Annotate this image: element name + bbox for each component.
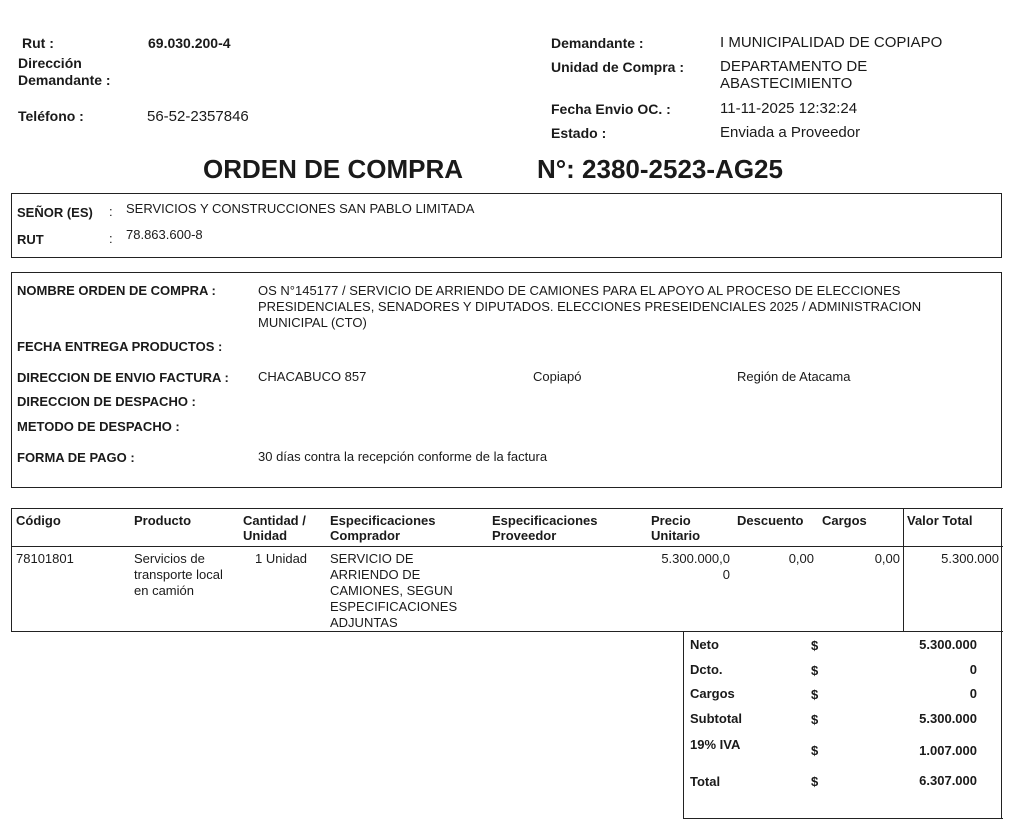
row-producto-1: Servicios de xyxy=(134,551,205,566)
row-esp-1: SERVICIO DE xyxy=(330,551,414,566)
row-cargos: 0,00 xyxy=(874,551,900,566)
col-cantidad-2: Unidad xyxy=(243,528,288,543)
supplier-rut-value: 78.863.600-8 xyxy=(126,227,203,242)
cargos-value: 0 xyxy=(969,686,977,701)
dcto-currency: $ xyxy=(811,663,819,678)
iva-label: 19% IVA xyxy=(690,737,741,752)
region-value: Región de Atacama xyxy=(737,369,851,384)
telefono-value: 56-52-2357846 xyxy=(147,108,249,125)
row-esp-2: ARRIENDO DE xyxy=(330,567,421,582)
direccion-despacho-label: DIRECCION DE DESPACHO : xyxy=(17,394,196,409)
forma-pago-label: FORMA DE PAGO : xyxy=(17,450,135,465)
subtotal-label: Subtotal xyxy=(690,711,742,726)
direccion-label-2: Demandante : xyxy=(18,72,111,88)
cargos-currency: $ xyxy=(811,687,819,702)
direccion-label-1: Dirección xyxy=(18,55,82,71)
order-info-box xyxy=(11,272,1002,488)
dcto-value: 0 xyxy=(969,662,977,677)
iva-currency: $ xyxy=(811,743,819,758)
col-codigo: Código xyxy=(16,513,61,528)
col-descuento: Descuento xyxy=(737,513,804,528)
subtotal-value: 5.300.000 xyxy=(919,711,977,726)
nombre-orden-value: OS N°145177 / SERVICIO DE ARRIENDO DE CAMIONES PARA EL APOYO AL PROCESO DE ELECCIONES PRESIDENCIALES, SENADORES Y DIPUTADOS. ELECCIONES PRESEIDENCIALES 2025 / ADMINISTRACION MUNICIPAL (CTO) xyxy=(258,283,922,330)
col-producto: Producto xyxy=(134,513,192,528)
forma-pago-value: 30 días contra la recepción conforme de la factura xyxy=(258,449,548,464)
senor-label: SEÑOR (ES) xyxy=(17,205,93,220)
col-esp-comprador-1: Especificaciones xyxy=(330,513,436,528)
supplier-rut-label: RUT xyxy=(17,232,44,247)
unidad-value-2: ABASTECIMIENTO xyxy=(720,75,853,92)
row-cantidad: 1 Unidad xyxy=(255,551,308,566)
row-esp-5: ADJUNTAS xyxy=(330,615,398,630)
fecha-entrega-label: FECHA ENTREGA PRODUCTOS : xyxy=(17,339,223,354)
senor-value: SERVICIOS Y CONSTRUCCIONES SAN PABLO LIMITADA xyxy=(126,201,475,216)
row-descuento: 0,00 xyxy=(788,551,814,566)
telefono-label: Teléfono : xyxy=(18,108,84,124)
supplier-rut-colon: : xyxy=(109,231,113,246)
total-value: 6.307.000 xyxy=(919,773,977,788)
metodo-despacho-label: METODO DE DESPACHO : xyxy=(17,419,180,434)
col-valor-total: Valor Total xyxy=(907,513,973,528)
row-producto-3: en camión xyxy=(134,583,194,598)
col-esp-proveedor-1: Especificaciones xyxy=(492,513,598,528)
estado-label: Estado : xyxy=(551,125,607,141)
col-esp-comprador-2: Comprador xyxy=(330,528,401,543)
supplier-box xyxy=(11,193,1002,258)
row-esp-3: CAMIONES, SEGUN xyxy=(330,583,453,598)
dcto-label: Dcto. xyxy=(690,662,723,677)
demandante-label: Demandante : xyxy=(551,35,644,51)
neto-currency: $ xyxy=(811,638,819,653)
direccion-factura-value: CHACABUCO 857 xyxy=(258,369,367,384)
rut-value: 69.030.200-4 xyxy=(148,35,231,51)
col-cantidad-1: Cantidad / xyxy=(243,513,306,528)
nombre-orden-label: NOMBRE ORDEN DE COMPRA : xyxy=(17,283,216,298)
fecha-envio-value: 11-11-2025 12:32:24 xyxy=(720,100,858,117)
rut-label: Rut : xyxy=(22,35,54,51)
estado-value: Enviada a Proveedor xyxy=(720,124,861,141)
row-codigo: 78101801 xyxy=(16,551,74,566)
col-cargos: Cargos xyxy=(822,513,867,528)
row-valor-total: 5.300.000 xyxy=(941,551,999,566)
ciudad-value: Copiapó xyxy=(533,369,582,384)
fecha-envio-label: Fecha Envio OC. : xyxy=(551,101,671,117)
page-title: ORDEN DE COMPRA xyxy=(203,154,464,184)
unidad-value-1: DEPARTAMENTO DE xyxy=(720,58,868,75)
neto-value: 5.300.000 xyxy=(919,637,977,652)
total-label: Total xyxy=(690,774,721,789)
col-esp-proveedor-2: Proveedor xyxy=(492,528,557,543)
iva-value: 1.007.000 xyxy=(919,743,977,758)
row-precio-1: 5.300.000,0 xyxy=(661,551,730,566)
subtotal-currency: $ xyxy=(811,712,819,727)
col-precio-2: Unitario xyxy=(651,528,701,543)
row-precio-2: 0 xyxy=(722,567,730,582)
cargos-label: Cargos xyxy=(690,686,735,701)
total-currency: $ xyxy=(811,774,819,789)
neto-label: Neto xyxy=(690,637,719,652)
demandante-value: I MUNICIPALIDAD DE COPIAPO xyxy=(720,34,943,51)
col-precio-1: Precio xyxy=(651,513,691,528)
direccion-factura-label: DIRECCION DE ENVIO FACTURA : xyxy=(17,370,229,385)
senor-colon: : xyxy=(109,204,113,219)
order-number: N°: 2380-2523-AG25 xyxy=(537,154,783,184)
row-producto-2: transporte local xyxy=(134,567,223,582)
unidad-label: Unidad de Compra : xyxy=(551,59,685,75)
row-esp-4: ESPECIFICACIONES xyxy=(330,599,458,614)
